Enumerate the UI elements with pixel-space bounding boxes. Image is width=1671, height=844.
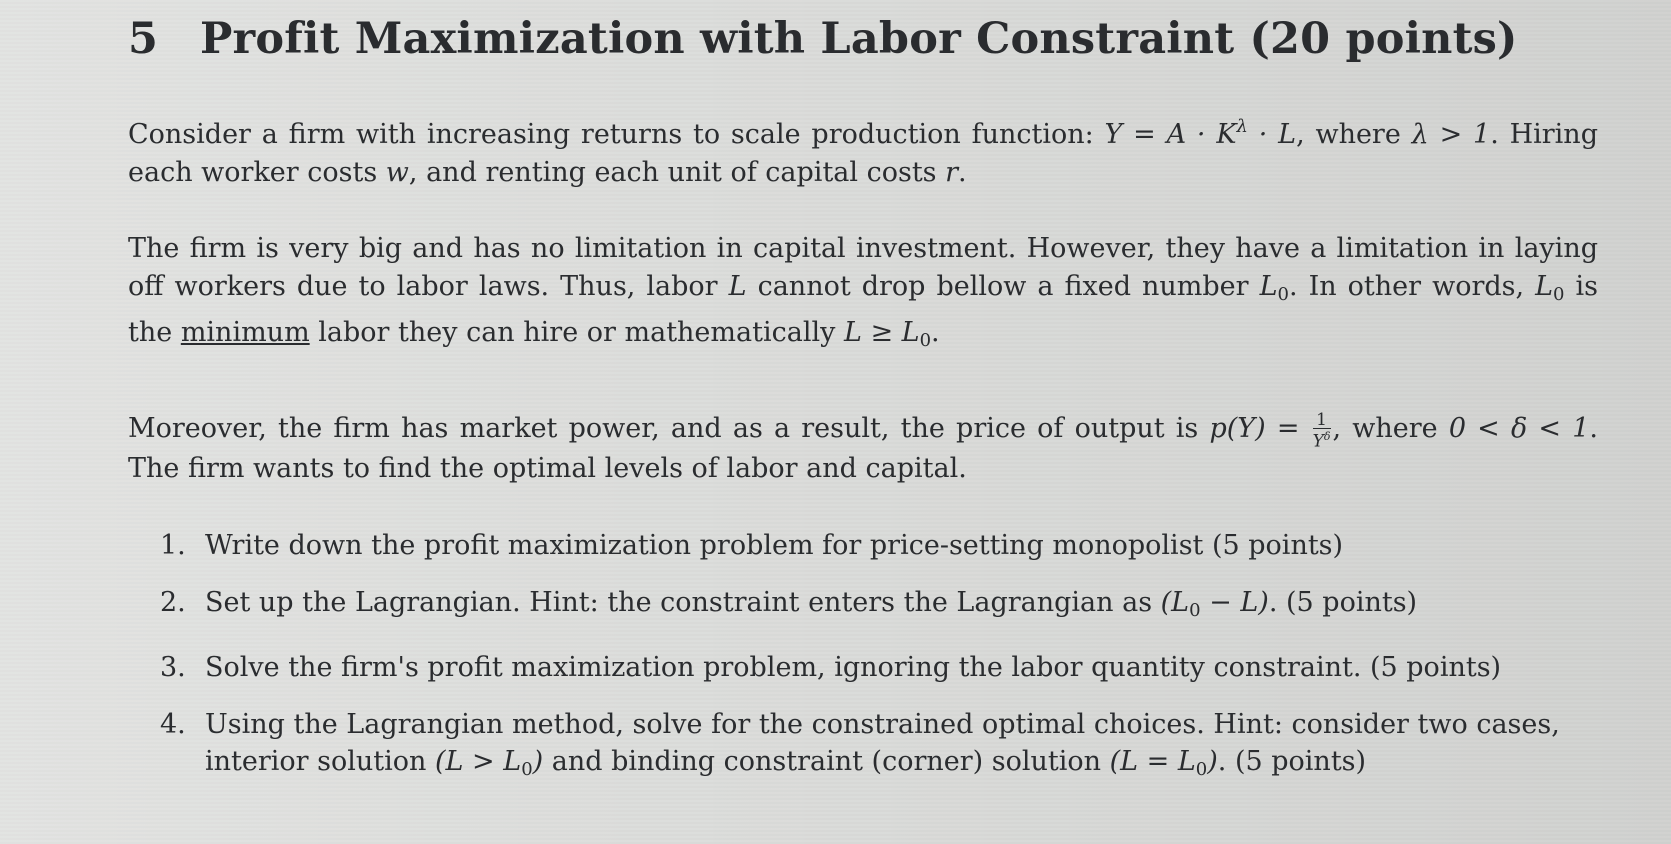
text: . (931, 317, 940, 348)
question-text: Using the Lagrangian method, solve for the constrained optimal choices. Hint: consider two cases, interior solution (205, 709, 1560, 777)
question-number: 2. (160, 587, 186, 618)
lambda-condition: λ > 1 (1411, 119, 1491, 150)
question-list (160, 527, 1590, 808)
question-item (160, 706, 1590, 788)
text: labor they can hire or mathematically (309, 317, 844, 348)
underlined-minimum: minimum (180, 317, 310, 348)
price-fraction: $\frac{1}{Y^\delta}$ (1312, 410, 1331, 452)
price-function: p(Y) = (1209, 413, 1311, 444)
question-text: Solve the firm's profit maximization problem, ignoring the labor quantity constraint. (5 points) (205, 652, 1502, 683)
text: . Hiring each worker costs (128, 119, 1598, 188)
question-item (160, 584, 1590, 629)
delta-condition: 0 < δ < 1 (1448, 413, 1590, 444)
text: The firm is very big and has no limitation in capital investment. However, they have a limitation in laying off workers due to labor laws. Thus, labor (128, 233, 1598, 302)
text: , and renting each unit of capital costs (408, 157, 946, 188)
question-text: . (5 points) (1217, 746, 1367, 777)
problem-number: 5 (128, 14, 159, 64)
text: Consider a firm with increasing returns to scale production function: (128, 119, 1105, 150)
question-item (160, 527, 1590, 564)
text: , where (1332, 413, 1449, 444)
paragraph-production-function (128, 108, 1598, 192)
interior-condition: $(L > L_0)$ (435, 746, 544, 780)
problem-title: Profit Maximization with Labor Constraint (20 points) (200, 14, 1518, 64)
l0-symbol: $L_0$ (1259, 271, 1289, 305)
production-formula: $Y = A \cdot K^\lambda \cdot L$ (1104, 116, 1297, 150)
question-item (160, 649, 1590, 686)
labor-inequality: $L \ge L_0$ (843, 317, 932, 351)
wage-symbol: w (385, 157, 409, 188)
l0-symbol: $L_0$ (1535, 271, 1565, 305)
question-text: and binding constraint (corner) solution (543, 746, 1110, 777)
text: Moreover, the firm has market power, and as a result, the price of output is (128, 413, 1210, 444)
corner-condition: $(L = L_0)$ (1109, 746, 1218, 780)
paragraph-labor-constraint (128, 230, 1598, 360)
question-text: . (5 points) (1268, 587, 1418, 618)
text: . The firm wants to find the optimal levels of labor and capital. (128, 413, 1598, 484)
paragraph-market-power (128, 410, 1598, 488)
rent-symbol: r (945, 157, 959, 188)
text: cannot drop bellow a fixed number (746, 271, 1260, 302)
question-text: Set up the Lagrangian. Hint: the constraint enters the Lagrangian as (205, 587, 1161, 618)
text: . (958, 157, 967, 188)
question-number: 3. (160, 652, 186, 683)
question-number: 4. (160, 709, 186, 740)
labor-symbol: L (728, 271, 747, 302)
constraint-term: $(L_0 - L)$ (1160, 587, 1269, 621)
question-text: Write down the profit maximization problem for price-setting monopolist (5 points) (205, 530, 1344, 561)
text: , where (1296, 119, 1412, 150)
question-number: 1. (160, 530, 186, 561)
text: is the (128, 271, 1599, 348)
problem-heading (128, 14, 1518, 64)
text: . In other words, (1289, 271, 1536, 302)
